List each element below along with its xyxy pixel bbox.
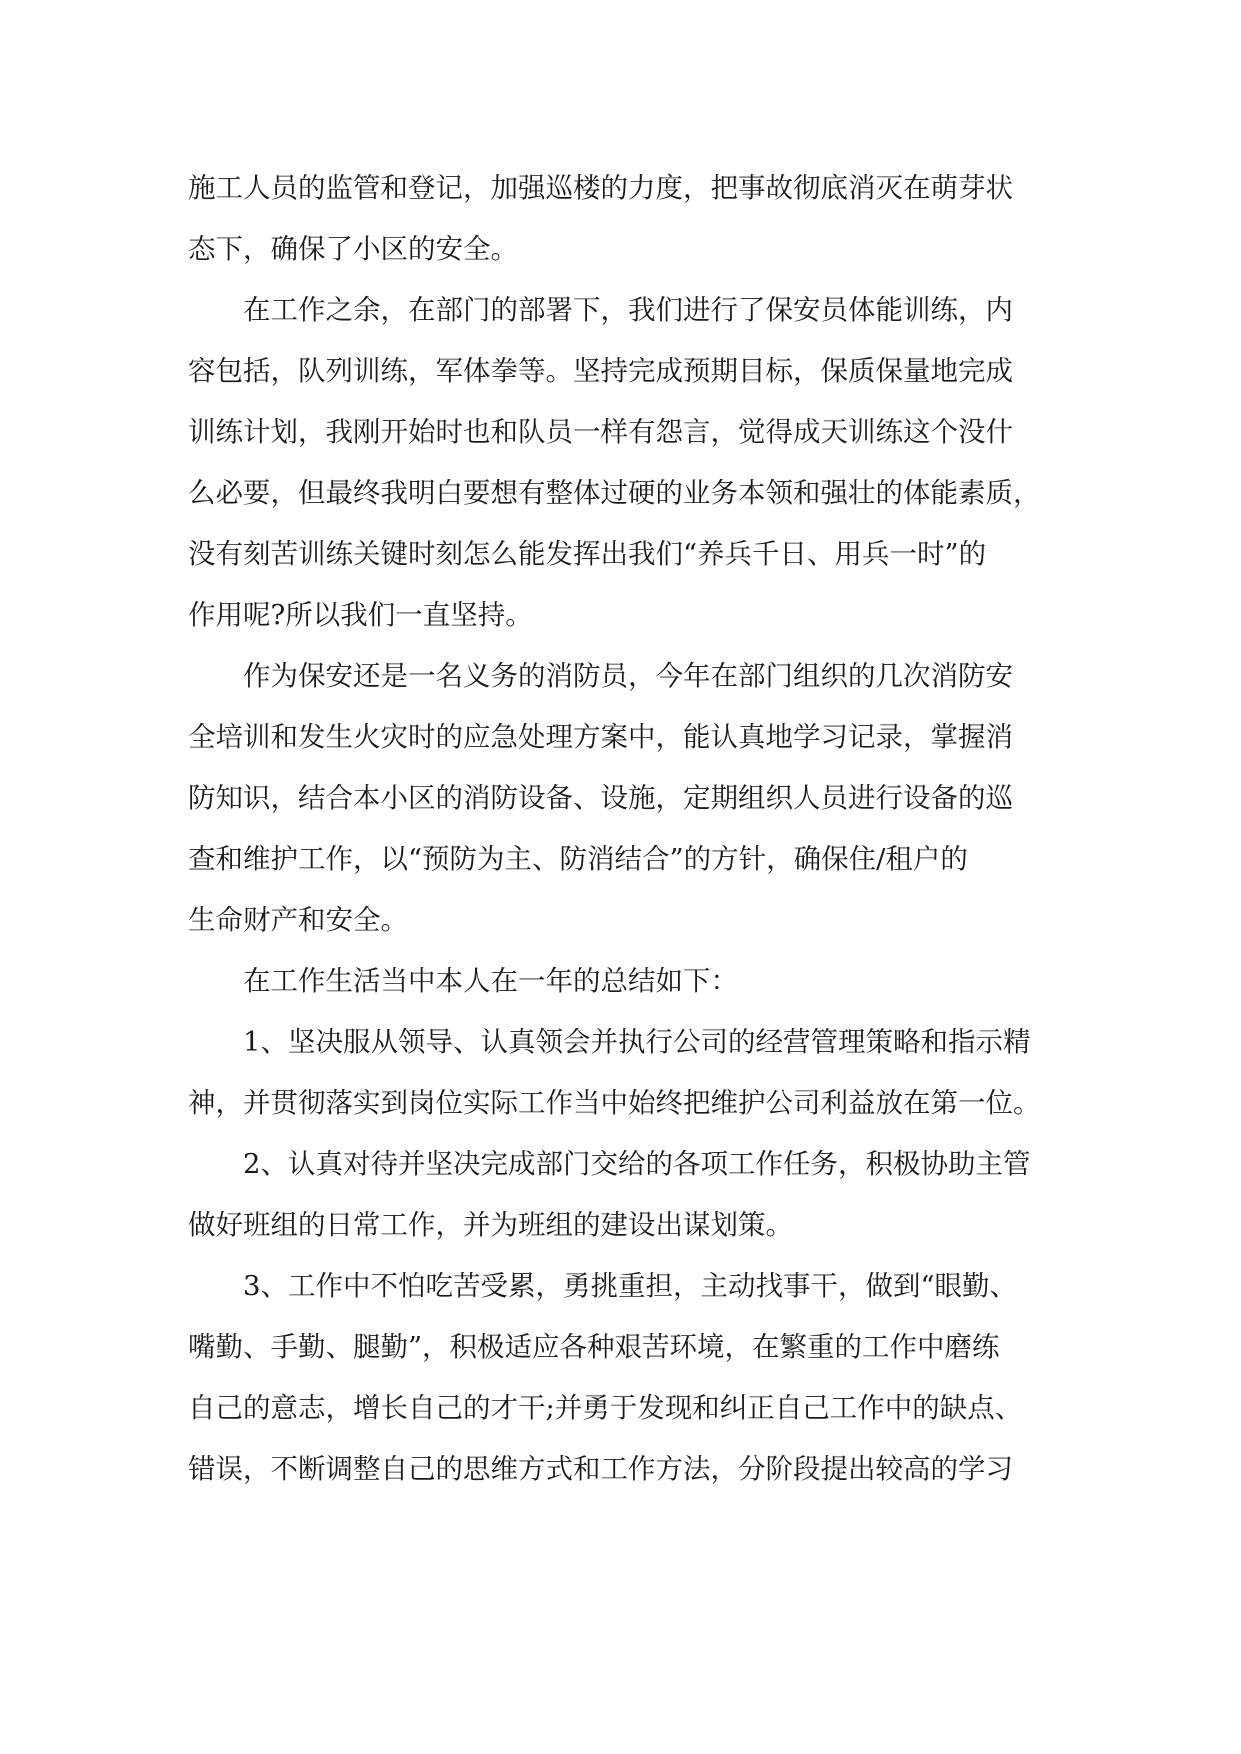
list-item-1: 1、坚决服从领导、认真领会并执行公司的经营管理策略和指示精 神，并贯彻落实到岗位实际工作当中始终把维护公司利益放在第一位。 [188, 1026, 1041, 1119]
paragraph-fire-safety: 作为保安还是一名义务的消防员，今年在部门组织的几次消防安 全培训和发生火灾时的应急处理方案中，能认真地学习记录，掌握消 防知识，结合本小区的消防设备、设施，定期组织人员进行设备的巡 查和维护工作，以“预防为主、防消结合”的方针，确保住/租户的 生命财产和安全。 [188, 660, 1013, 936]
paragraph-continued: 施工人员的监管和登记，加强巡楼的力度，把事故彻底消灭在萌芽状 态下，确保了小区的安全。 [188, 172, 1013, 265]
list-item-3: 3、工作中不怕吃苦受累，勇挑重担，主动找事干，做到“眼勤、 嘴勤、手勤、腿勤”，积极适应各种艰苦环境，在繁重的工作中磨练 自己的意志，增长自己的才干;并勇于发现和纠正自己工作中的缺点、 错误，不断调整自己的思维方式和工作方法，分阶段提出较高的学习 [188, 1270, 1023, 1485]
paragraph-training: 在工作之余，在部门的部署下，我们进行了保安员体能训练，内 容包括，队列训练，军体拳等。坚持完成预期目标，保质保量地完成 训练计划，我刚开始时也和队员一样有怨言，觉得成天训练这个没什 么必要，但最终我明白要想有整体过硬的业务本领和强壮的体能素质， 没有刻苦训练关键时刻怎么能发挥出我们“养兵千日、用兵一时”的 作用呢?所以我们一直坚持。 [188, 294, 1041, 631]
list-item-2: 2、认真对待并坚决完成部门交给的各项工作任务，积极协助主管 做好班组的日常工作，并为班组的建设出谋划策。 [188, 1148, 1031, 1241]
paragraph-summary-intro: 在工作生活当中本人在一年的总结如下： [243, 965, 738, 997]
document-body [188, 158, 1054, 1500]
